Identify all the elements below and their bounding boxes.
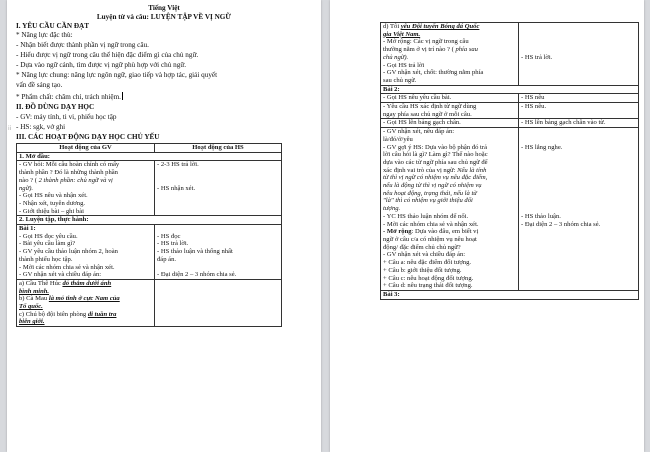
section-heading-activities: III. CÁC HOẠT ĐỘNG DẠY HỌC CHỦ YẾU bbox=[16, 133, 160, 141]
quality-text: * Phẩm chất: chăm chỉ, trách nhiệm. bbox=[16, 93, 121, 101]
document-page-left bbox=[7, 0, 321, 452]
table-row bbox=[381, 85, 639, 94]
table-row bbox=[381, 119, 639, 128]
column-header-student: Hoạt động của HS bbox=[155, 144, 282, 153]
row-heading-opening: 1. Mở đầu: bbox=[17, 152, 282, 161]
teacher-cell: - Gọi HS lên bảng gạch chân. bbox=[381, 119, 519, 128]
document-page-right bbox=[330, 0, 644, 452]
materials-line: - HS: sgk, vở ghi bbox=[16, 123, 66, 131]
table-row bbox=[17, 279, 282, 326]
student-cell: - HS lắng nghe. - HS thảo luận. - Đại diện 2 – 3 nhóm chia sẻ. bbox=[519, 128, 639, 291]
table-row bbox=[381, 23, 639, 86]
table-row bbox=[381, 128, 639, 291]
table-row bbox=[17, 216, 282, 225]
table-row bbox=[17, 161, 282, 216]
student-cell: - HS lên bảng gạch chân vào từ. bbox=[519, 119, 639, 128]
student-cell: - HS đọc - HS trả lời. - HS thảo luận và thống nhất đáp án. - Đại diện 2 – 3 nhóm chia sẻ. bbox=[155, 225, 282, 280]
subject-title: Tiếng Việt bbox=[148, 4, 180, 12]
section-heading-requirements: I. YÊU CẦU CẦN ĐẠT bbox=[16, 22, 90, 30]
requirement-line: * Năng lực chung: năng lực ngôn ngữ, giao tiếp và hợp tác, giải quyết bbox=[16, 71, 218, 79]
student-cell: - HS nêu bbox=[519, 94, 639, 103]
student-cell bbox=[155, 279, 282, 326]
teacher-cell: - GV nhận xét, nêu đáp án: là/đó/ở/yêu - GV gợi ý HS: Dựa vào bộ phận đó trả lời câu hỏi là gì? Làm gì? Thế nào hoặc dựa vào các từ ngữ phía sau chủ ngữ để xác định vai trò của vị ngữ: Nếu là tính từ thì vị ngữ có nhiệm vụ nêu đặc điểm, nếu là động từ thì vị ngữ có nhiệm vụ nêu hoạt động, trạng thái, nếu là từ "là" thì có nhiệm vụ giới thiệu đối tượng. - YC HS thảo luận nhóm để nối. - Mời các nhóm chia sẻ và nhận xét. - Mở rộng: Dựa vào đâu, em biết vị ngữ ở câu c/a có nhiệm vụ nêu hoạt động/ đặc điểm chủ chủ ngữ? - GV nhận xét và chiều đáp án: + Câu a: nêu đặc điểm đối tượng. + Câu b: giới thiệu đối tượng. + Câu c: nêu hoạt động đối tượng. + Câu d: nêu trạng thái đối tượng. bbox=[381, 128, 519, 291]
student-cell: - HS nêu. bbox=[519, 103, 639, 119]
table-row bbox=[381, 103, 639, 119]
table-row bbox=[17, 152, 282, 161]
table-row bbox=[381, 290, 639, 299]
move-handle-icon[interactable]: ⁞⁞ bbox=[8, 126, 12, 132]
requirement-line: - Dựa vào ngữ cảnh, tìm được vị ngữ phù hợp với chủ ngữ. bbox=[16, 61, 187, 69]
exercise-heading: Bài 2: bbox=[381, 85, 639, 94]
requirement-line: - Hiểu được vị ngữ trong câu thể hiện đặc điểm gì của chủ ngữ. bbox=[16, 51, 199, 59]
exercise-heading: Bài 3: bbox=[381, 290, 639, 299]
requirement-line: - Nhận biết được thành phần vị ngữ trong câu. bbox=[16, 41, 149, 49]
row-heading-practice: 2. Luyện tập, thực hành: bbox=[17, 216, 282, 225]
teacher-cell: d) Tôi yêu Đội tuyển Bóng đá Quốc gia Việt Nam. - Mở rộng: Các vị ngữ trong câu thường nằm ở vị trí nào ? ( phía sau chủ ngữ). - Gọi HS trả lời - GV nhận xét, chốt: thường nằm phía sau chủ ngữ. bbox=[381, 23, 519, 86]
lesson-title: Luyện từ và câu: LUYỆN TẬP VỀ VỊ NGỮ bbox=[96, 13, 232, 21]
teacher-cell: - Yêu cầu HS xác định từ ngữ dùng ngay phía sau chủ ngữ ở mỗi câu. bbox=[381, 103, 519, 119]
student-cell: - HS trả lời. bbox=[519, 23, 639, 86]
text-cursor bbox=[122, 92, 123, 100]
column-header-teacher: Hoạt động của GV bbox=[17, 144, 155, 153]
teacher-cell: - GV hỏi: Mỗi câu hoàn chỉnh có mấy thành phần ? Đó là những thành phần nào ? ( 2 thành phần: chủ ngữ và vị ngữ). - Gọi HS nêu và nhận xét. - Nhận xét, tuyên dương. - Giới thiệu bài – ghi bài bbox=[17, 161, 155, 216]
table-row bbox=[17, 225, 282, 280]
requirement-line: * Năng lực đặc thù: bbox=[16, 31, 73, 39]
materials-line: - GV: máy tính, ti vi, phiếu học tập bbox=[16, 113, 117, 121]
activities-table-continued bbox=[380, 22, 639, 300]
section-heading-materials: II. ĐỒ DÙNG DẠY HỌC bbox=[16, 103, 95, 111]
requirement-line: vấn đề sáng tạo. bbox=[16, 81, 63, 89]
teacher-cell: - Gọi HS nêu yêu cầu bài. bbox=[381, 94, 519, 103]
answer-cell: a) Cầu Thê Húc đỏ thắm dưới ánh bình minh. b) Cà Mau là mỏ tinh ở cực Nam của Tổ quốc. c) Chú bộ đội biên phòng đi tuần tra biên giới. bbox=[17, 279, 155, 326]
activities-table bbox=[16, 143, 282, 327]
requirement-line[interactable] bbox=[16, 92, 123, 101]
student-cell: - 2-3 HS trả lời. - HS nhận xét. bbox=[155, 161, 282, 216]
teacher-cell: Bài 1: - Gọi HS đọc yêu cầu. - Bài yêu cầu làm gì? - GV yêu cầu thảo luận nhóm 2, hoàn thành phiếu học tập. - Mời các nhóm chia sẻ và nhận xét. - GV nhận xét và chiều đáp án: bbox=[17, 225, 155, 280]
table-row bbox=[381, 94, 639, 103]
